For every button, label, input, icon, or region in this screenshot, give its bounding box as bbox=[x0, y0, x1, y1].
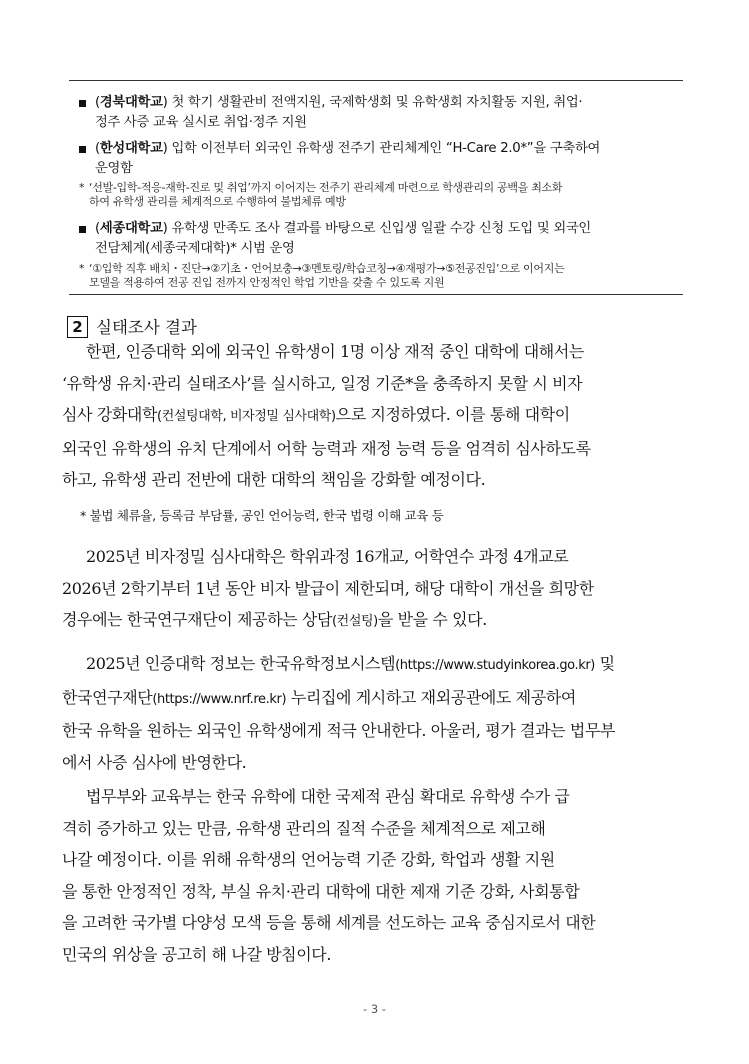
text-span: 으로 지정하였다. 이를 통해 대학이 bbox=[335, 405, 570, 424]
text-span: 누리집에 게시하고 재외공관에도 제공하여 bbox=[286, 687, 576, 707]
text-line: ‘유학생 유치·관리 실태조사’를 실시하고, 일정 기준*을 충족하지 못할 시 비자 bbox=[62, 373, 583, 393]
university-name: 세종대학교 bbox=[99, 221, 163, 236]
text-span: 경우에는 한국연구재단이 제공하는 상담 bbox=[62, 610, 333, 629]
page-number: - 3 - bbox=[363, 1002, 386, 1016]
bullet-kyungpook bbox=[79, 93, 659, 133]
note-text: ‘선발-입학-적응-재학-진로 및 취업’까지 이어지는 전주기 관리체계 마련으로 학생관리의 공백을 최소화 bbox=[89, 181, 563, 194]
text-line: 격히 증가하고 있는 만큼, 유학생 관리의 질적 수준을 체계적으로 제고해 bbox=[62, 818, 546, 838]
section-number: 2 bbox=[67, 316, 88, 338]
text-span: 2025년 인증대학 정보는 한국유학정보시스템 bbox=[86, 654, 396, 673]
text-line: 법무부와 교육부는 한국 유학에 대한 국제적 관심 확대로 유학생 수가 급 bbox=[86, 787, 570, 806]
note-text: 모델을 적용하여 전공 진입 전까지 안정적인 학업 기반을 갖출 수 있도록 지원 bbox=[89, 276, 445, 289]
bullet-text: ) 입학 이전부터 외국인 유학생 전주기 관리체계인 “H-Care 2.0*”을 구축하여 bbox=[162, 141, 601, 156]
paragraph-visa-limit bbox=[62, 541, 684, 638]
link-text: (https://www.studyinkorea.go.kr) bbox=[395, 658, 595, 673]
paragraph-info-release bbox=[62, 648, 684, 778]
text-line: 을 고려한 국가별 다양성 모색 등을 통해 세계를 선도하는 교육 중심지로서 대한 bbox=[62, 913, 596, 932]
text-line: 에서 사증 심사에 반영한다. bbox=[62, 752, 247, 772]
text-line bbox=[62, 648, 684, 682]
asterisk: * bbox=[79, 181, 85, 194]
bullet-text: 정주 사증 교육 실시로 취업·정주 지원 bbox=[95, 115, 307, 130]
bullet-text: 전담체계(세종국제대학)* 시범 운영 bbox=[95, 241, 295, 256]
note-text: ‘①입학 직후 배치・진단→②기초・언어보충→③멘토링/학습코칭→④재평가→⑤전공진입’으로 이어지는 bbox=[89, 262, 565, 275]
text-line bbox=[62, 604, 684, 638]
bullet-text: ) 첫 학기 생활관비 전액지원, 국제학생회 및 유학생회 자치활동 지원, 취업· bbox=[162, 95, 583, 110]
link-text: (https://www.nrf.re.kr) bbox=[152, 691, 287, 707]
examples-box bbox=[69, 80, 683, 295]
text-line: 2025년 비자정밀 심사대학은 학위과정 16개교, 어학연수 과정 4개교로 bbox=[86, 547, 569, 566]
text-line: 하고, 유학생 관리 전반에 대한 대학의 책임을 강화할 예정이다. bbox=[62, 470, 486, 489]
paren: ( bbox=[95, 95, 100, 110]
paragraph-survey bbox=[62, 336, 684, 496]
note-hcare bbox=[79, 181, 664, 209]
paragraph-policy bbox=[62, 781, 684, 970]
asterisk: * bbox=[79, 262, 85, 275]
section-title: 실태조사 결과 bbox=[96, 318, 197, 337]
paren: ( bbox=[95, 141, 100, 156]
footnote: * 불법 체류율, 등록금 부담률, 공인 언어능력, 한국 법령 이해 교육 등 bbox=[80, 508, 444, 523]
text-line: 2026년 2학기부터 1년 동안 비자 발급이 제한되며, 해당 대학이 개선을 희망한 bbox=[62, 578, 594, 598]
text-span: 및 bbox=[594, 654, 615, 673]
bullet-sejong bbox=[79, 219, 659, 259]
text-line: 한국 유학을 원하는 외국인 유학생에게 적극 안내한다. 아울러, 평가 결과는 법무부 bbox=[62, 721, 616, 740]
text-span: 한국연구재단 bbox=[62, 687, 153, 707]
paren: ( bbox=[95, 221, 100, 236]
text-line bbox=[62, 399, 684, 433]
bullet-text: 운영함 bbox=[95, 161, 133, 176]
university-name: 경북대학교 bbox=[99, 95, 163, 110]
square-bullet-icon bbox=[79, 226, 86, 233]
text-line: 한편, 인증대학 외에 외국인 유학생이 1명 이상 재적 중인 대학에 대해서는 bbox=[86, 342, 584, 361]
university-name: 한성대학교 bbox=[99, 141, 163, 156]
note-sejong-model bbox=[79, 262, 664, 290]
note-text: 하여 유학생 관리를 체계적으로 수행하여 불법체류 예방 bbox=[89, 195, 346, 208]
text-line bbox=[62, 682, 684, 716]
text-line: 민국의 위상을 공고히 해 나갈 방침이다. bbox=[62, 944, 332, 964]
square-bullet-icon bbox=[79, 100, 86, 107]
bullet-hansung bbox=[79, 139, 659, 179]
text-span: 심사 강화대학 bbox=[62, 405, 158, 424]
text-line: 외국인 유학생의 유치 단계에서 어학 능력과 재정 능력 등을 엄격히 심사하도록 bbox=[62, 438, 591, 458]
text-line: 을 통한 안정적인 정착, 부실 유치·관리 대학에 대한 제재 기준 강화, 사회통합 bbox=[62, 881, 580, 901]
bullet-text: ) 유학생 만족도 조사 결과를 바탕으로 신입생 일괄 수강 신청 도입 및 외국인 bbox=[162, 221, 591, 236]
text-line: 나갈 예정이다. 이를 위해 유학생의 언어능력 기준 강화, 학업과 생활 지원 bbox=[62, 850, 555, 869]
square-bullet-icon bbox=[79, 146, 86, 153]
text-span: 을 받을 수 있다. bbox=[377, 610, 487, 629]
text-span: (컨설팅) bbox=[332, 614, 378, 629]
text-span: (컨설팅대학, 비자정밀 심사대학) bbox=[157, 409, 336, 424]
